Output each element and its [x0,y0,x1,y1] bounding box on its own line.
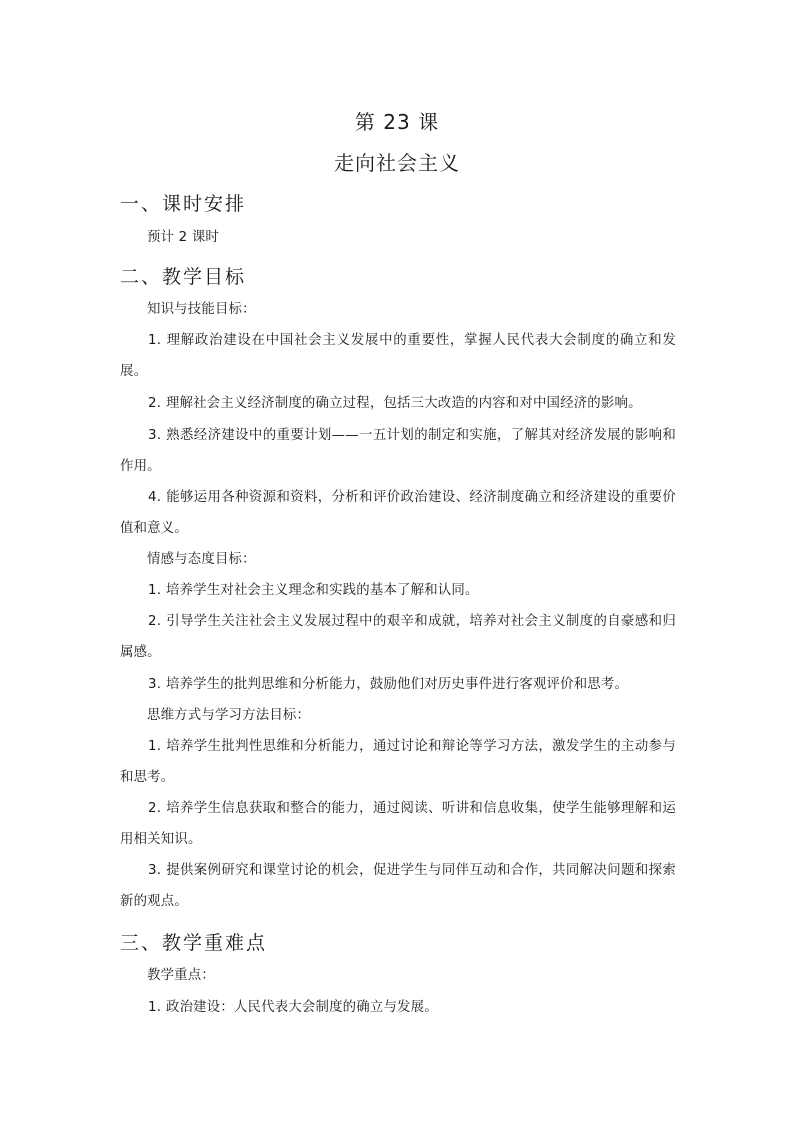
item-text: 理解社会主义经济制度的确立过程，包括三大改造的内容和对中国经济的影响。 [166,396,642,411]
item-text: 培养学生对社会主义理念和实践的基本了解和认同。 [166,583,479,598]
knowledge-item-1 [120,325,676,387]
section-heading-key-points: 三、教学重难点 [120,932,268,954]
item-number: 2. [148,396,162,411]
item-text: 熟悉经济建设中的重要计划——一五计划的制定和实施，了解其对经济发展的影响和作用。 [120,428,676,474]
item-text: 培养学生信息获取和整合的能力，通过阅读、听讲和信息收集，使学生能够理解和运用相关知识。 [120,801,676,847]
item-number: 2. [148,614,162,629]
knowledge-item-2 [120,388,676,419]
method-item-2 [120,793,676,855]
item-number: 1. [148,1000,162,1015]
key-label: 教学重点： [147,968,215,983]
method-label: 思维方式与学习方法目标： [147,708,311,723]
item-number: 3. [148,677,162,692]
item-number: 2. [148,801,162,816]
knowledge-label: 知识与技能目标： [147,302,256,317]
item-number: 1. [148,739,162,754]
schedule-text: 预计 2 课时 [147,230,219,245]
method-item-1 [120,731,676,793]
emotion-item-3 [120,669,676,700]
item-number: 4. [148,490,162,505]
section-heading-schedule: 一、课时安排 [120,193,247,215]
knowledge-item-3 [120,420,676,482]
emotion-label: 情感与态度目标： [147,552,256,567]
item-number: 1. [148,333,162,348]
lesson-title: 走向社会主义 [334,151,460,175]
lesson-number: 第 23 课 [354,110,440,134]
item-text: 培养学生批判性思维和分析能力，通过讨论和辩论等学习方法，激发学生的主动参与和思考。 [120,739,676,785]
emotion-item-1 [120,575,676,606]
key-item-1 [120,992,676,1023]
item-text: 能够运用各种资源和资料，分析和评价政治建设、经济制度确立和经济建设的重要价值和意义。 [120,490,676,536]
item-number: 3. [148,428,162,443]
method-item-3 [120,855,676,917]
item-text: 提供案例研究和课堂讨论的机会，促进学生与同伴互动和合作，共同解决问题和探索新的观点。 [120,863,676,909]
section-heading-objectives: 二、教学目标 [120,266,247,288]
item-text: 引导学生关注社会主义发展过程中的艰辛和成就，培养对社会主义制度的自豪感和归属感。 [120,614,676,660]
item-text: 政治建设：人民代表大会制度的确立与发展。 [166,1000,438,1015]
knowledge-item-4 [120,482,676,544]
item-text: 培养学生的批判思维和分析能力，鼓励他们对历史事件进行客观评价和思考。 [166,677,629,692]
item-number: 3. [148,863,162,878]
emotion-item-2 [120,606,676,668]
item-text: 理解政治建设在中国社会主义发展中的重要性，掌握人民代表大会制度的确立和发展。 [120,333,676,379]
item-number: 1. [148,583,162,598]
